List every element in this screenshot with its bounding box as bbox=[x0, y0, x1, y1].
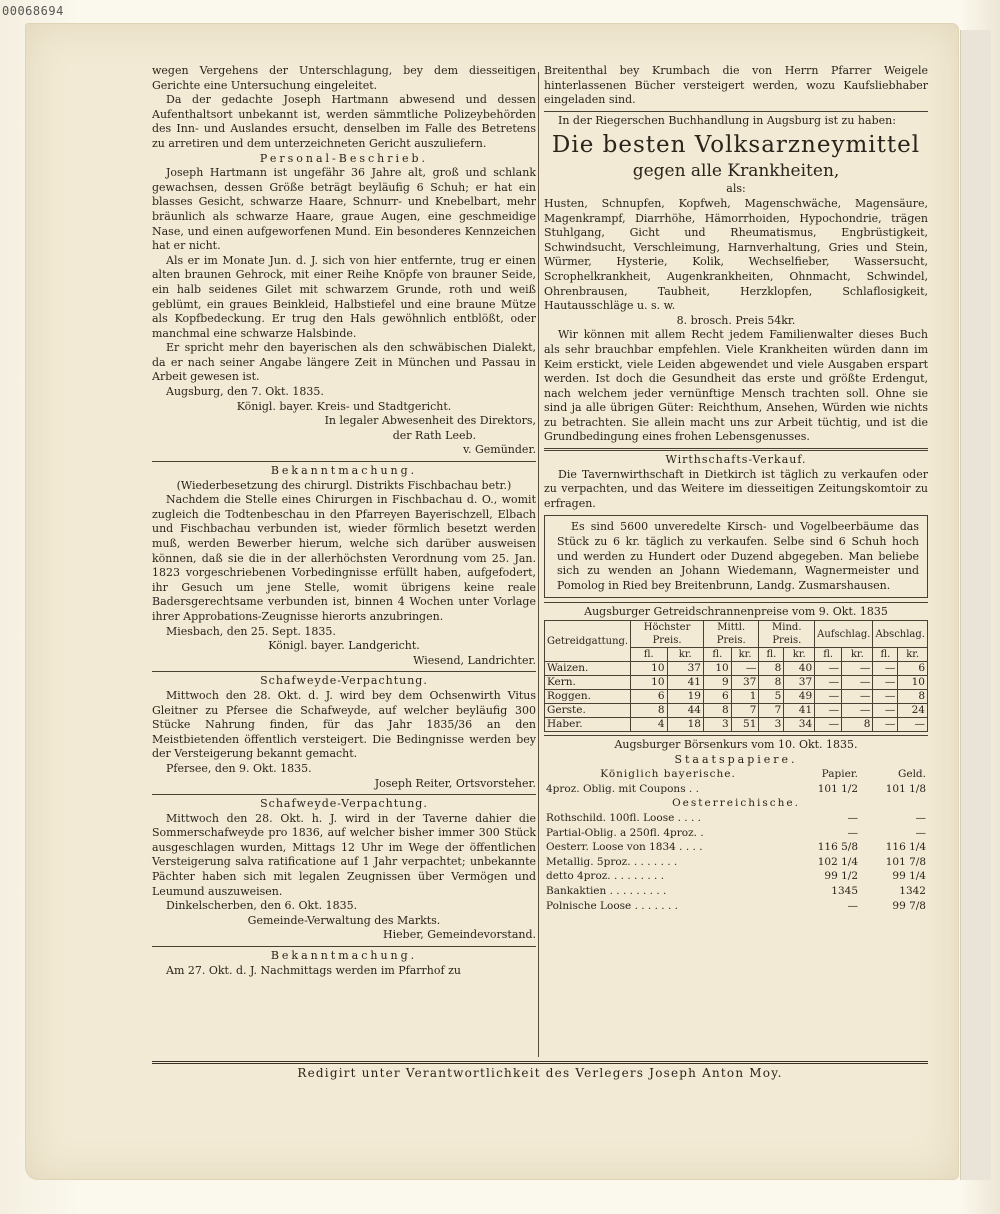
section-rule bbox=[544, 448, 928, 451]
stock-table-title: Augsburger Börsenkurs vom 10. Okt. 1835. bbox=[614, 738, 858, 751]
paragraph: Mittwoch den 28. Okt. d. J. wird bey dem Ochsenwirth Vitus Gleitner zu Pfersee die Schafweyde, auf welcher beyläufig 300 Stücke Nahrung finden, für das Jahr 1835/36 an den Meistbietenden öffentlich versteigert. Die Bedingnisse werden bey der Versteigerung bekannt gemacht. bbox=[152, 688, 536, 761]
dateline: Dinkelscherben, den 6. Okt. 1835. bbox=[166, 899, 358, 913]
ad-intro: In der Riegerschen Buchhandlung in Augsburg ist zu haben: bbox=[558, 113, 896, 127]
stock-geld: 101 7/8 bbox=[885, 855, 926, 868]
paragraph: Wir können mit allem Recht jedem Familienwalter dieses Buch als sehr brauchbar empfehlen. Viele Krankheiten würden dann im Keim erstickt, viele Leiden abgewendet und viele Ausgaben erspart werden. Ist doch die Gesundheit das erste und größte Erdengut, nach welchem jeder vernünftige Mensch trachten soll. Ohne sie sind ja alle übrigen Güter: Reichthum, Ansehen, Würden wie nichts zu betrachten. Sie allein macht uns zur Arbeit tüchtig, und ist die Grundbedingung eines frohen Lebensgenusses. bbox=[544, 328, 928, 444]
unit-cell: kr. bbox=[667, 648, 703, 662]
table-row bbox=[545, 718, 928, 732]
unit-cell: fl. bbox=[815, 648, 842, 662]
header-cell: Papier. bbox=[821, 768, 859, 781]
table-row bbox=[545, 704, 928, 718]
price-cell: 37 bbox=[731, 676, 759, 690]
price-cell: 24 bbox=[898, 704, 928, 718]
stock-geld: 1342 bbox=[899, 884, 926, 897]
table-row bbox=[544, 840, 928, 855]
section-rule bbox=[544, 735, 928, 736]
price-cell: 51 bbox=[731, 718, 759, 732]
section-heading: Schafweyde-Verpachtung. bbox=[260, 797, 428, 811]
unit-cell: kr. bbox=[898, 648, 928, 662]
boxed-notice bbox=[544, 515, 928, 598]
price-cell: 44 bbox=[667, 704, 703, 718]
stock-name: 4proz. Oblig. mit Coupons . . bbox=[546, 782, 699, 795]
price-cell: — bbox=[873, 718, 898, 732]
paragraph: wegen Vergehens der Unterschlagung, bey dem diesseitigen Gerichte eine Untersuchung eingeleitet. bbox=[152, 64, 536, 92]
unit-cell: kr. bbox=[731, 648, 759, 662]
table-row bbox=[544, 899, 928, 914]
archive-id: 00068694 bbox=[2, 4, 64, 18]
paragraph: Die Tavernwirthschaft in Dietkirch ist täglich zu verkaufen oder zu verpachten, und das Weitere im diesseitigen Zeitungskomtoir zu erfragen. bbox=[544, 467, 928, 510]
signature-line: Joseph Reiter, Ortsvorsteher. bbox=[374, 776, 536, 790]
signature-line: v. Gemünder. bbox=[463, 443, 536, 457]
table-row bbox=[544, 855, 928, 870]
stock-name: Rothschild. 100fl. Loose . . . . bbox=[546, 811, 701, 824]
price-cell: — bbox=[842, 662, 873, 676]
section-rule bbox=[152, 671, 536, 672]
stock-header-row bbox=[544, 767, 928, 782]
price-cell: 8 bbox=[703, 704, 731, 718]
ad-title: Die besten Volksarzneymittel bbox=[551, 132, 921, 159]
price-cell: 7 bbox=[731, 704, 759, 718]
section-heading: Personal-Beschrieb. bbox=[259, 151, 429, 165]
price-cell: — bbox=[815, 676, 842, 690]
stock-name: Bankaktien . . . . . . . . . bbox=[546, 884, 667, 897]
dateline: Miesbach, den 25. Sept. 1835. bbox=[166, 624, 336, 638]
price-cell: 18 bbox=[667, 718, 703, 732]
section-heading: Wirthschafts-Verkauf. bbox=[665, 453, 807, 467]
stock-papier: 116 5/8 bbox=[817, 841, 859, 854]
price-cell: 6 bbox=[703, 690, 731, 704]
grain-type-cell: Gerste. bbox=[545, 704, 631, 718]
header-cell: Mittl. Preis. bbox=[703, 621, 758, 648]
stock-geld: 116 1/4 bbox=[885, 841, 926, 854]
stock-name: Partial-Oblig. a 250fl. 4proz. . bbox=[546, 826, 704, 839]
price-cell: 49 bbox=[784, 690, 815, 704]
price-cell: — bbox=[815, 718, 842, 732]
price-cell: — bbox=[873, 662, 898, 676]
stock-papier: 102 1/4 bbox=[817, 855, 859, 868]
price-cell: 41 bbox=[667, 676, 703, 690]
stock-papier: — bbox=[847, 899, 859, 912]
price-cell: — bbox=[815, 690, 842, 704]
price-cell: — bbox=[842, 704, 873, 718]
ad-als: als: bbox=[726, 182, 746, 196]
stock-geld: — bbox=[915, 811, 926, 824]
price-cell: 37 bbox=[784, 676, 815, 690]
price-cell: 8 bbox=[631, 704, 667, 718]
table-row bbox=[544, 884, 928, 899]
grain-type-cell: Haber. bbox=[545, 718, 631, 732]
unit-cell: kr. bbox=[784, 648, 815, 662]
unit-cell: kr. bbox=[842, 648, 873, 662]
price-cell: — bbox=[842, 690, 873, 704]
signature-line: Hieber, Gemeindevorstand. bbox=[383, 928, 536, 942]
grain-table-body bbox=[545, 662, 928, 732]
price-cell: 7 bbox=[759, 704, 784, 718]
stock-name: Metallig. 5proz. . . . . . . . bbox=[546, 855, 678, 868]
stock-name: Oesterr. Loose von 1834 . . . . bbox=[546, 841, 703, 854]
unit-cell: fl. bbox=[759, 648, 784, 662]
paragraph: Er spricht mehr den bayerischen als den schwäbischen Dialekt, da er nach seiner Angabe längere Zeit in München und Passau in Arbeit gewesen ist. bbox=[152, 341, 536, 384]
price-cell: 1 bbox=[731, 690, 759, 704]
stock-price-table bbox=[544, 767, 928, 913]
ad-price: 8. brosch. Preis 54kr. bbox=[676, 313, 796, 327]
header-cell: Aufschlag. bbox=[815, 621, 873, 648]
price-cell: — bbox=[731, 662, 759, 676]
header-cell: Geld. bbox=[897, 768, 926, 781]
grain-type-cell: Roggen. bbox=[545, 690, 631, 704]
table-row bbox=[545, 676, 928, 690]
section-heading: Bekanntmachung. bbox=[270, 464, 418, 478]
table-row bbox=[545, 662, 928, 676]
footer-rule bbox=[152, 1061, 928, 1064]
stock-group-row bbox=[544, 796, 928, 811]
section-rule bbox=[152, 946, 536, 947]
grain-table-title: Augsburger Getreidschrannenpreise vom 9. Okt. 1835 bbox=[584, 605, 888, 619]
price-cell: — bbox=[815, 662, 842, 676]
ad-subtitle: gegen alle Krankheiten, bbox=[632, 161, 840, 182]
price-cell: 40 bbox=[784, 662, 815, 676]
header-cell: Mind. Preis. bbox=[759, 621, 815, 648]
price-cell: — bbox=[873, 676, 898, 690]
table-row bbox=[544, 811, 928, 826]
price-cell: — bbox=[815, 704, 842, 718]
section-rule bbox=[152, 461, 536, 462]
price-cell: — bbox=[842, 676, 873, 690]
stock-papier: — bbox=[847, 811, 859, 824]
paragraph: Es sind 5600 unveredelte Kirsch- und Vogelbeerbäume das Stück zu 6 kr. täglich zu verkaufen. Selbe sind 6 Schuh hoch und werden zu Hundert oder Duzend abgegeben. Man beliebe sich zu wenden an Johann Wiedemann, Wagnermeister und Pomolog in Ried bey Breitenbrunn, Landg. Zusmarshausen. bbox=[557, 520, 919, 592]
stock-papier: 101 1/2 bbox=[817, 782, 859, 795]
stock-subtitle: Staatspapiere. bbox=[674, 752, 798, 766]
price-cell: — bbox=[873, 704, 898, 718]
price-cell: 3 bbox=[759, 718, 784, 732]
stock-geld: 99 1/4 bbox=[892, 870, 926, 883]
section-heading: Schafweyde-Verpachtung. bbox=[260, 674, 428, 688]
section-heading: Bekanntmachung. bbox=[270, 949, 418, 963]
left-column bbox=[152, 64, 536, 978]
price-cell: 19 bbox=[667, 690, 703, 704]
price-cell: 10 bbox=[898, 676, 928, 690]
stock-group-label: Oesterreichische. bbox=[672, 797, 800, 810]
paragraph: Joseph Hartmann ist ungefähr 36 Jahre alt, groß und schlank gewachsen, dessen Größe beträgt beyläufig 6 Schuh; er hat ein blasses Gesicht, schwarze Haare, Schnurr- und Knebelbart, mehr bräunlich als schwarze Haare, graue Augen, eine geschmeidige Nase, und einen aufgeworfenen Mund. Ein besonderes Kennzeichen hat er nicht. bbox=[152, 166, 536, 253]
stock-papier: 1345 bbox=[831, 884, 859, 897]
grain-type-cell: Waizen. bbox=[545, 662, 631, 676]
right-column bbox=[544, 64, 928, 913]
section-subheading: (Wiederbesetzung des chirurgl. Distrikts Fischbachau betr.) bbox=[176, 478, 512, 492]
paragraph: Mittwoch den 28. Okt. h. J. wird in der Taverne dahier die Sommerschafweyde pro 1836, auf welcher bisher immer 300 Stück ausgeschlagen wurden, Mittags 12 Uhr im Wege der öffentlichen Versteigerung salva ratificatione auf 1 Jahr verpachtet; unbekannte Pächter haben sich mit legalen Zeugnissen über Vermögen und Leumund auszuweisen. bbox=[152, 811, 536, 898]
price-cell: — bbox=[898, 718, 928, 732]
price-cell: 9 bbox=[703, 676, 731, 690]
court-name: Königl. bayer. Landgericht. bbox=[268, 639, 420, 653]
court-name: Königl. bayer. Kreis- und Stadtgericht. bbox=[236, 399, 452, 413]
stock-papier: 99 1/2 bbox=[824, 870, 859, 883]
table-row bbox=[544, 826, 928, 841]
table-row bbox=[545, 690, 928, 704]
paragraph: Als er im Monate Jun. d. J. sich von hier entfernte, trug er einen alten braunen Gehrock, mit einer Reihe Knöpfe von brauner Seide, ein halb seidenes Gilet mit schwarzem Grunde, roth und weiß geblümt, ein graues Beinkleid, Halbstiefel und eine braune Mütze als Kopfbedeckung. Er trug den Hals gewöhnlich entblößt, oder manchmal eine schwarze Halsbinde. bbox=[152, 253, 536, 340]
stock-table-body bbox=[544, 811, 928, 913]
stock-geld: 101 1/8 bbox=[885, 782, 926, 795]
price-cell: 3 bbox=[703, 718, 731, 732]
price-cell: 6 bbox=[631, 690, 667, 704]
dateline: Pfersee, den 9. Okt. 1835. bbox=[166, 761, 312, 775]
dateline: Augsburg, den 7. Okt. 1835. bbox=[166, 385, 324, 399]
adjacent-page-edge bbox=[960, 30, 991, 1180]
unit-cell: fl. bbox=[703, 648, 731, 662]
price-cell: 6 bbox=[898, 662, 928, 676]
price-cell: — bbox=[873, 690, 898, 704]
stock-geld: — bbox=[915, 826, 926, 839]
header-cell: Abschlag. bbox=[873, 621, 928, 648]
price-cell: 10 bbox=[631, 676, 667, 690]
column-divider bbox=[538, 72, 539, 1057]
section-rule bbox=[544, 111, 928, 112]
signature-line: In legaler Abwesenheit des Direktors, bbox=[324, 414, 536, 428]
price-cell: 8 bbox=[759, 676, 784, 690]
grain-header-row bbox=[545, 621, 928, 648]
paragraph: Nachdem die Stelle eines Chirurgen in Fischbachau d. O., womit zugleich die Todtenbeschau in den Pfarreyen Bayerischzell, Elbach und Fischbachau verbunden ist, wieder förmlich besetzt werden muß, werden Bewerber hierum, welche sich darüber ausweisen können, daß sie die in der allerhöchsten Verordnung vom 25. Jan. 1823 vorgeschriebenen Vorbedingnisse erfüllt haben, aufgefodert, ihr Gesuch um jene Stelle, womit übrigens keine reale Badersgerechtsame verbunden ist, binnen 4 Wochen unter Vorlage ihrer Approbations-Zeugnisse hierorts anzubringen. bbox=[152, 493, 536, 623]
price-cell: 8 bbox=[898, 690, 928, 704]
table-row bbox=[544, 782, 928, 797]
price-cell: 10 bbox=[631, 662, 667, 676]
section-rule bbox=[152, 794, 536, 795]
stock-name: detto 4proz. . . . . . . . . bbox=[546, 870, 665, 883]
signature-line: Wiesend, Landrichter. bbox=[413, 653, 536, 667]
section-rule bbox=[544, 602, 928, 603]
price-cell: 34 bbox=[784, 718, 815, 732]
paragraph: Breitenthal bey Krumbach die von Herrn Pfarrer Weigele hinterlassenen Bücher versteigert werden, wozu Kaufsliebhaber eingeladen sind. bbox=[544, 64, 928, 107]
stock-name: Polnische Loose . . . . . . . bbox=[546, 899, 678, 912]
price-cell: 5 bbox=[759, 690, 784, 704]
stock-group-label: Königlich bayerische. bbox=[600, 768, 736, 781]
ad-list: Husten, Schnupfen, Kopfweh, Magenschwäche, Magensäure, Magenkrampf, Diarrhöhe, Hämorrhoiden, Hypochondrie, trägen Stuhlgang, Gicht und Rheumatismus, Engbrüstigkeit, Schwindsucht, Verschleimung, Harnverhaltung, Gries und Stein, Würmer, Hysterie, Kolik, Wechselfieber, Wassersucht, Scrophelkrankheit, Augenkrankheiten, Ohnmacht, Schwindel, Ohrenbrausen, Taubheit, Herzklopfen, Schlaflosigkeit, Hautausschläge u. s. w. bbox=[544, 196, 928, 313]
table-row bbox=[544, 869, 928, 884]
paragraph: Da der gedachte Joseph Hartmann abwesend und dessen Aufenthaltsort unbekannt ist, werden sämmtliche Polizeybehörden des Inn- und Auslandes ersucht, denselben im Falle des Betretens zu arretiren und dem unterzeichneten Gericht auszuliefern. bbox=[152, 93, 536, 150]
price-cell: 4 bbox=[631, 718, 667, 732]
imprint-footer: Redigirt unter Verantwortlichkeit des Verlegers Joseph Anton Moy. bbox=[297, 1066, 783, 1080]
paragraph: Am 27. Okt. d. J. Nachmittags werden im Pfarrhof zu bbox=[166, 963, 461, 977]
unit-cell: fl. bbox=[631, 648, 667, 662]
price-cell: 8 bbox=[842, 718, 873, 732]
unit-cell: fl. bbox=[873, 648, 898, 662]
price-cell: 10 bbox=[703, 662, 731, 676]
header-cell: Höchster Preis. bbox=[631, 621, 704, 648]
court-name: Gemeinde-Verwaltung des Markts. bbox=[247, 913, 441, 927]
signature-line: der Rath Leeb. bbox=[392, 428, 476, 442]
grain-price-table bbox=[544, 620, 928, 732]
header-cell: Getreidgattung. bbox=[545, 621, 631, 662]
price-cell: 37 bbox=[667, 662, 703, 676]
stock-papier: — bbox=[847, 826, 859, 839]
stock-geld: 99 7/8 bbox=[892, 899, 926, 912]
price-cell: 41 bbox=[784, 704, 815, 718]
grain-type-cell: Kern. bbox=[545, 676, 631, 690]
price-cell: 8 bbox=[759, 662, 784, 676]
